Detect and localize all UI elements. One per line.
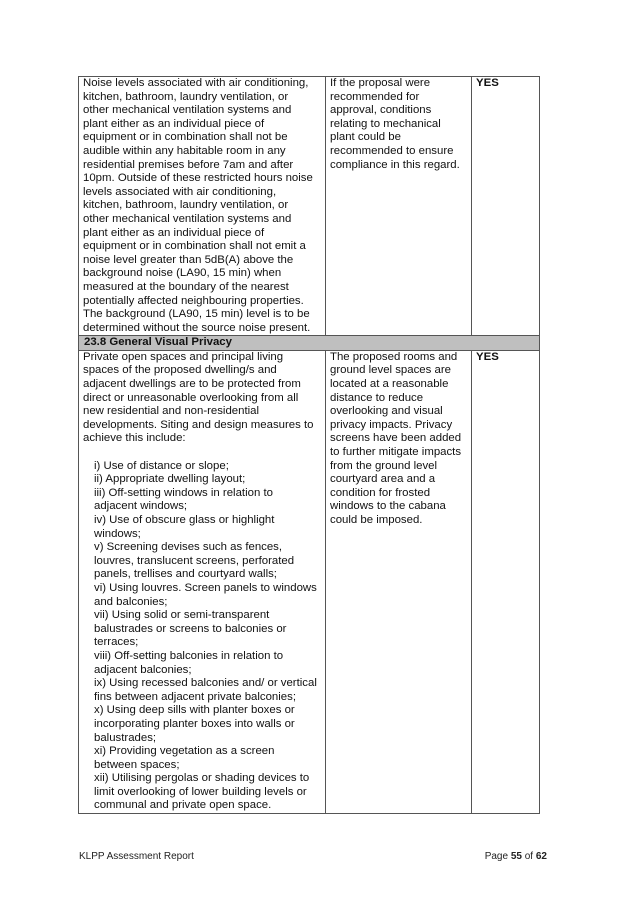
text-line: iv) Use of obscure glass or highlight: [94, 514, 275, 526]
text-line: spaces of the proposed dwelling/s and: [83, 364, 277, 377]
text-line: plant either as an individual piece of: [83, 117, 265, 130]
text-line: residential premises before 7am and after: [83, 158, 294, 171]
text-line: xii) Utilising pergolas or shading devices to: [94, 772, 310, 785]
text-line: could be imposed.: [330, 514, 423, 526]
text-line: recommended for: [330, 90, 420, 103]
text-line: kitchen, bathroom, laundry ventilation, or: [83, 90, 289, 103]
text-line: equipment or in combination shall not be: [83, 131, 288, 144]
text-line: relating to mechanical: [330, 117, 441, 130]
text-line: adjacent windows;: [94, 500, 188, 513]
compliance-cell: YES: [472, 350, 540, 813]
text-line: limit overlooking of lower building levels or: [94, 785, 307, 798]
requirement-cell: [79, 350, 326, 813]
text-line: i) Use of distance or slope;: [94, 459, 229, 472]
text-line: vi) Using louvres. Screen panels to windows: [94, 581, 317, 594]
text-line: noise level greater than 5dB(A) above the: [83, 253, 294, 266]
comment-cell: [326, 350, 472, 813]
text-line: courtyard area and a: [330, 473, 436, 486]
section-heading: 23.8 General Visual Privacy: [79, 336, 540, 351]
footer-page-number: Page 55 of 62: [484, 851, 547, 862]
text-line: from the ground level: [330, 459, 438, 472]
text-line: compliance in this regard.: [330, 158, 460, 171]
text-line: incorporating planter boxes into walls or: [94, 717, 295, 730]
text-line: balustrades or screens to balconies or: [94, 622, 287, 635]
text-line: screens have been added: [330, 432, 462, 445]
text-line: louvres, translucent screens, perforated: [94, 554, 295, 567]
text-line: between spaces;: [94, 758, 180, 771]
assessment-table: [78, 76, 540, 814]
footer-report-title: KLPP Assessment Report: [79, 851, 194, 862]
text-line: ground level spaces are: [330, 364, 451, 377]
text-line: If the proposal were: [330, 77, 431, 89]
text-line: iii) Off-setting windows in relation to: [94, 486, 273, 499]
text-line: audible within any habitable room in any: [83, 144, 286, 157]
table-row: [79, 350, 540, 813]
text-line: privacy impacts. Privacy: [330, 418, 453, 431]
text-line: located at a reasonable: [330, 378, 449, 391]
text-line: developments. Siting and design measures to: [83, 418, 314, 431]
text-line: Noise levels associated with air conditioning,: [83, 77, 309, 89]
text-line: 10pm. Outside of these restricted hours noise: [83, 172, 313, 185]
text-line: windows;: [94, 527, 141, 540]
text-line: vii) Using solid or semi-transparent: [94, 609, 270, 622]
text-line: overlooking and visual: [330, 405, 443, 418]
text-line: new residential and non-residential: [83, 405, 260, 418]
table-row: [79, 77, 540, 336]
comment-cell: [326, 77, 472, 336]
text-line: levels associated with air conditioning,: [83, 185, 277, 198]
section-heading-row: [79, 336, 540, 351]
text-line: kitchen, bathroom, laundry ventilation, or: [83, 199, 289, 212]
text-line: measured at the boundary of the nearest: [83, 280, 289, 293]
text-line: ii) Appropriate dwelling layout;: [94, 473, 246, 486]
text-line: condition for frosted: [330, 486, 431, 499]
text-line: recommended to ensure: [330, 144, 454, 157]
text-line: ix) Using recessed balconies and/ or vertical: [94, 677, 317, 690]
requirement-cell: [79, 77, 326, 336]
text-line: other mechanical ventilation systems and: [83, 104, 292, 117]
text-line: The background (LA90, 15 min) level is to be: [83, 308, 310, 321]
text-line: achieve this include:: [83, 432, 186, 445]
compliance-cell: YES: [472, 77, 540, 336]
text-line: and balconies;: [94, 595, 168, 608]
text-line: fins between adjacent private balconies;: [94, 690, 296, 703]
text-line: adjacent balconies;: [94, 663, 192, 676]
text-line: plant could be: [330, 131, 401, 144]
text-line: windows to the cabana: [330, 500, 446, 513]
text-line: other mechanical ventilation systems and: [83, 212, 292, 225]
text-line: balustrades;: [94, 731, 157, 744]
text-line: potentially affected neighbouring properties.: [83, 294, 304, 307]
text-line: to further mitigate impacts: [330, 446, 462, 459]
text-line: xi) Providing vegetation as a screen: [94, 745, 275, 758]
text-line: adjacent dwellings are to be protected from: [83, 378, 301, 391]
text-line: equipment or in combination shall not emit a: [83, 240, 306, 253]
text-line: plant either as an individual piece of: [83, 226, 265, 239]
text-line: approval, conditions: [330, 104, 432, 117]
text-line: communal and private open space.: [94, 799, 272, 812]
text-line: determined without the source noise present.: [83, 321, 311, 334]
text-line: panels, trellises and courtyard walls;: [94, 568, 277, 581]
measures-list: [83, 460, 321, 813]
text-line: terraces;: [94, 636, 139, 649]
text-line: direct or unreasonable overlooking from all: [83, 391, 299, 404]
text-line: background noise (LA90, 15 min) when: [83, 267, 282, 280]
text-line: The proposed rooms and: [330, 350, 458, 363]
requirement-intro: [83, 351, 321, 446]
text-line: Private open spaces and principal living: [83, 350, 284, 363]
text-line: viii) Off-setting balconies in relation to: [94, 649, 284, 662]
text-line: v) Screening devises such as fences,: [94, 541, 283, 554]
text-line: x) Using deep sills with planter boxes or: [94, 704, 295, 717]
text-line: distance to reduce: [330, 391, 424, 404]
